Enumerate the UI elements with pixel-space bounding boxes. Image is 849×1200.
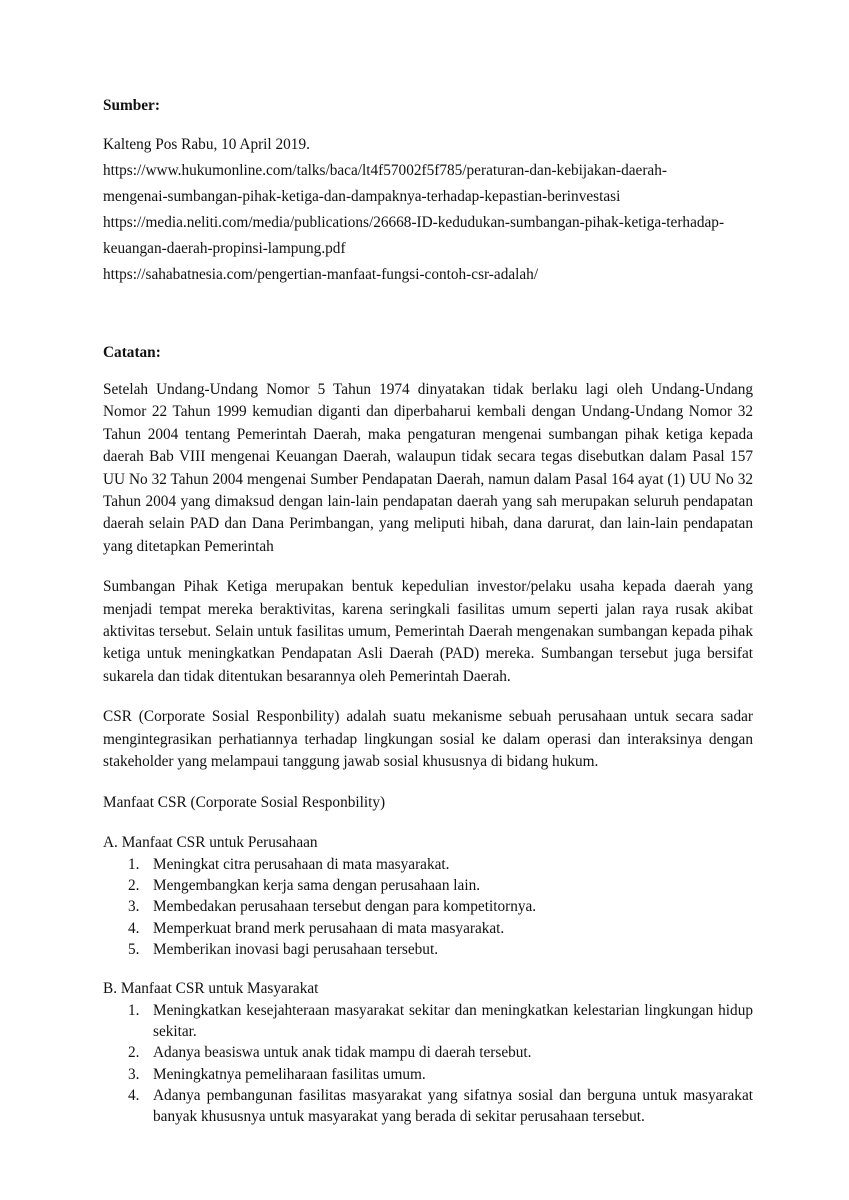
list-text: Mengembangkan kerja sama dengan perusahaan lain.: [153, 877, 481, 895]
notes-paragraph: Sumbangan Pihak Ketiga merupakan bentuk kepedulian investor/pelaku usaha kepada daerah yang menjadi tempat mereka beraktivitas, karena seringkali fasilitas umum seperti jalan raya rusak akibat aktivitas tersebut. Selain untuk fasilitas umum, Pemerintah Daerah mengenakan sumbangan kepada pihak ketiga untuk meningkatkan Pendapatan Asli Daerah (PAD) mereka. Sumbangan tersebut juga bersifat sukarela dan tidak ditentukan besarannya oleh Pemerintah Daerah.: [103, 578, 753, 685]
list-number: 3.: [128, 898, 140, 916]
list-number: 3.: [128, 1065, 140, 1083]
company-benefits-title: A. Manfaat CSR untuk Perusahaan: [103, 833, 318, 851]
list-item: [103, 875, 753, 896]
list-item: [103, 918, 753, 939]
community-benefits: [103, 978, 753, 1127]
list-text: Meningkatkan kesejahteraan masyarakat sekitar dan meningkatkan kelestarian lingkungan hidup sekitar.: [153, 1001, 753, 1041]
source-line: https://sahabatnesia.com/pengertian-manfaat-fungsi-contoh-csr-adalah/: [103, 266, 539, 283]
list-number: 1.: [128, 1001, 140, 1019]
list-item: [103, 896, 753, 917]
list-text: Meningkat citra perusahaan di mata masyarakat.: [153, 855, 450, 873]
notes-paragraph: Setelah Undang-Undang Nomor 5 Tahun 1974 dinyatakan tidak berlaku lagi oleh Undang-Undang Nomor 22 Tahun 1999 kemudian diganti dan diperbaharui kembali dengan Undang-Undang Nomor 32 Tahun 2004 tentang Pemerintah Daerah, maka pengaturan mengenai sumbangan pihak ketiga kepada daerah Bab VIII mengenai Keuangan Daerah, walaupun tidak secara tegas disebutkan dalam Pasal 157 UU No 32 Tahun 2004 mengenai Sumber Pendapatan Daerah, namun dalam Pasal 164 ayat (1) UU No 32 Tahun 2004 yang dimaksud dengan lain-lain pendapatan daerah yang sah merupakan seluruh pendapatan daerah selain PAD dan Dana Perimbangan, yang meliputi hibah, dana darurat, dan lain-lain pendapatan yang ditetapkan Pemerintah: [103, 381, 753, 555]
list-number: 1.: [128, 855, 140, 873]
list-text: Adanya pembangunan fasilitas masyarakat yang sifatnya sosial dan berguna untuk masyarakat banyak khususnya untuk masyarakat yang berada di sekitar perusahaan tersebut.: [153, 1086, 753, 1125]
document-page: [103, 94, 753, 1127]
notes-heading: Catatan:: [103, 344, 161, 361]
csr-benefits-title: Manfaat CSR (Corporate Sosial Responbility): [103, 793, 386, 811]
sources-heading: Sumber:: [103, 97, 160, 114]
source-line: mengenai-sumbangan-pihak-ketiga-dan-dampaknya-terhadap-kepastian-berinvestasi: [103, 188, 621, 205]
sources-list: [103, 132, 753, 288]
list-number: 4.: [128, 919, 140, 937]
company-benefits-list: [103, 854, 753, 960]
company-benefits: [103, 832, 753, 960]
list-number: 2.: [128, 1044, 140, 1062]
list-number: 5.: [128, 940, 140, 958]
sources-section: [103, 94, 753, 288]
list-number: 2.: [128, 877, 140, 895]
list-item: [103, 1085, 753, 1127]
list-item: [103, 939, 753, 960]
source-line: Kalteng Pos Rabu, 10 April 2019.: [103, 136, 310, 153]
source-line: keuangan-daerah-propinsi-lampung.pdf: [103, 240, 346, 257]
list-item: [103, 1064, 753, 1085]
list-item: [103, 854, 753, 875]
list-text: Adanya beasiswa untuk anak tidak mampu di daerah tersebut.: [153, 1044, 532, 1062]
list-text: Meningkatnya pemeliharaan fasilitas umum.: [153, 1065, 426, 1083]
community-benefits-title: B. Manfaat CSR untuk Masyarakat: [103, 979, 319, 997]
list-text: Membedakan perusahaan tersebut dengan para kompetitornya.: [153, 898, 537, 916]
source-line: https://www.hukumonline.com/talks/baca/lt4f57002f5f785/peraturan-dan-kebijakan-daerah-: [103, 162, 667, 179]
list-text: Memperkuat brand merk perusahaan di mata masyarakat.: [153, 919, 505, 937]
notes-section: [103, 341, 753, 1127]
list-number: 4.: [128, 1086, 140, 1104]
source-line: https://media.neliti.com/media/publications/26668-ID-kedudukan-sumbangan-pihak-ketiga-terhadap-: [103, 214, 725, 231]
list-text: Memberikan inovasi bagi perusahaan tersebut.: [153, 940, 439, 958]
list-item: [103, 1042, 753, 1063]
community-benefits-list: [103, 1000, 753, 1127]
notes-paragraph: CSR (Corporate Sosial Responbility) adalah suatu mekanisme sebuah perusahaan untuk secara sadar mengintegrasikan perhatiannya terhadap lingkungan sosial ke dalam operasi dan interaksinya dengan stakeholder yang melampaui tanggung jawab sosial khususnya di bidang hukum.: [103, 708, 753, 771]
list-item: [103, 1000, 753, 1042]
